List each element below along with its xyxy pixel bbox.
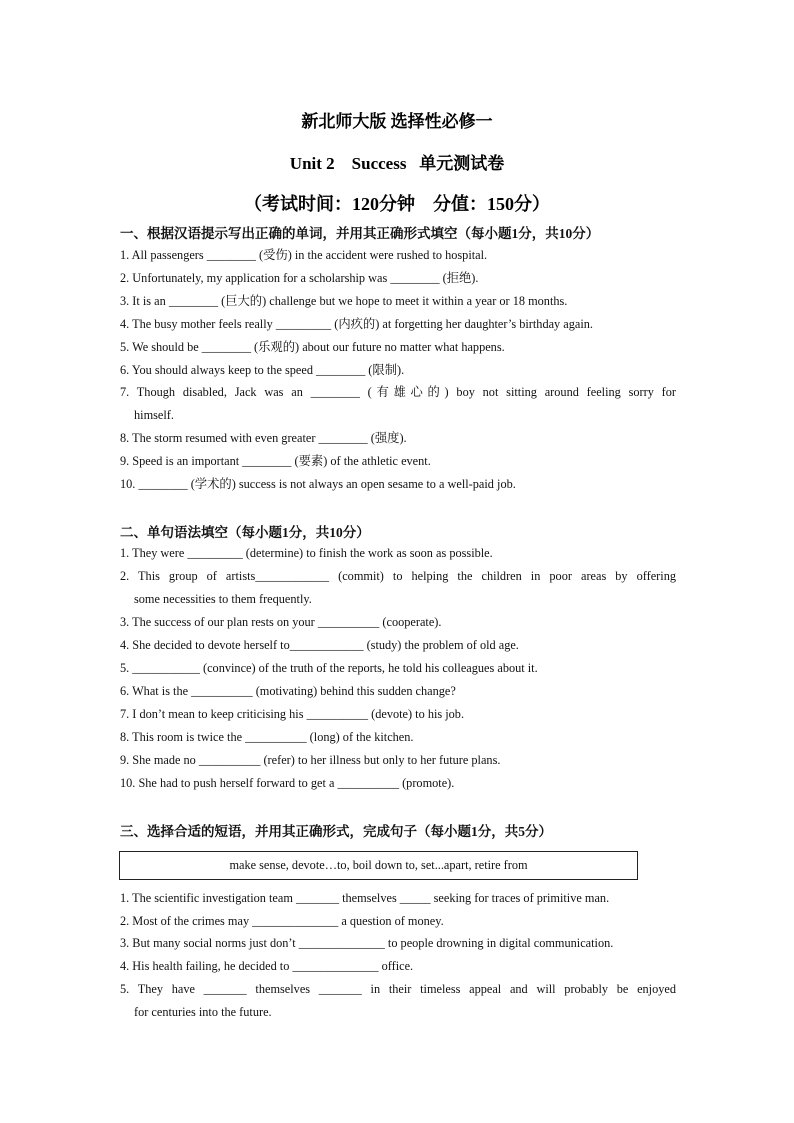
exam-info: （考试时间：120分钟 分值：150分） [244,194,550,214]
s3-item-3: 3. But many social norms just don’t ______________ to people drowning in digital communication. [120,936,614,950]
s1-item-7: 7. Though disabled, Jack was an ________ (有雄心的) boy not sitting around feeling sorry for [120,385,676,399]
s3-item-5-cont: for centuries into the future. [134,1005,272,1019]
s2-item-1: 1. They were _________ (determine) to finish the work as soon as possible. [120,546,493,560]
section1-heading: 一、根据汉语提示写出正确的单词，并用其正确形式填空（每小题1分，共10分） [120,226,600,241]
s2-item-10: 10. She had to push herself forward to get a __________ (promote). [120,776,455,790]
s1-item-9: 9. Speed is an important ________ (要素) of the athletic event. [120,454,431,468]
s3-item-1: 1. The scientific investigation team _______ themselves _____ seeking for traces of primitive man. [120,891,610,905]
s1-item-6: 6. You should always keep to the speed ________ (限制). [120,363,405,377]
unit-title: Unit 2 Success 单元测试卷 [289,154,505,173]
s1-item-2: 2. Unfortunately, my application for a scholarship was ________ (拒绝). [120,271,479,285]
s2-item-2: 2. This group of artists____________ (commit) to helping the children in poor areas by offering [120,569,676,583]
s1-item-3: 3. It is an ________ (巨大的) challenge but we hope to meet it within a year or 18 months. [120,294,568,308]
s1-item-5: 5. We should be ________ (乐观的) about our future no matter what happens. [120,340,505,354]
s2-item-2-cont: some necessities to them frequently. [134,592,312,606]
s2-item-7: 7. I don’t mean to keep criticising his __________ (devote) to his job. [120,707,465,721]
phrase-box: make sense, devote…to, boil down to, set...apart, retire from [119,851,638,880]
s1-item-1: 1. All passengers ________ (受伤) in the accident were rushed to hospital. [120,248,488,262]
s2-item-6: 6. What is the __________ (motivating) behind this sudden change? [120,684,456,698]
series-title: 新北师大版 选择性必修一 [301,112,493,131]
s2-item-5: 5. ___________ (convince) of the truth of the reports, he told his colleagues about it. [120,661,538,675]
s1-item-7-cont: himself. [134,408,174,422]
s1-item-10: 10. ________ (学术的) success is not always an open sesame to a well-paid job. [120,477,516,491]
section2-heading: 二、单句语法填空（每小题1分，共10分） [120,525,370,540]
s2-item-4: 4. She decided to devote herself to____________ (study) the problem of old age. [120,638,519,652]
s3-item-5: 5. They have _______ themselves _______ in their timeless appeal and will probably be enjoyed [120,982,676,996]
s2-item-3: 3. The success of our plan rests on your __________ (cooperate). [120,615,442,629]
s2-item-8: 8. This room is twice the __________ (long) of the kitchen. [120,730,414,744]
s3-item-2: 2. Most of the crimes may ______________ a question of money. [120,914,444,928]
s2-item-9: 9. She made no __________ (refer) to her illness but only to her future plans. [120,753,501,767]
s1-item-8: 8. The storm resumed with even greater ________ (强度). [120,431,407,445]
s1-item-4: 4. The busy mother feels really _________ (内疚的) at forgetting her daughter’s birthday again. [120,317,593,331]
s3-item-4: 4. His health failing, he decided to ______________ office. [120,959,414,973]
section3-heading: 三、选择合适的短语，并用其正确形式，完成句子（每小题1分，共5分） [120,824,552,839]
